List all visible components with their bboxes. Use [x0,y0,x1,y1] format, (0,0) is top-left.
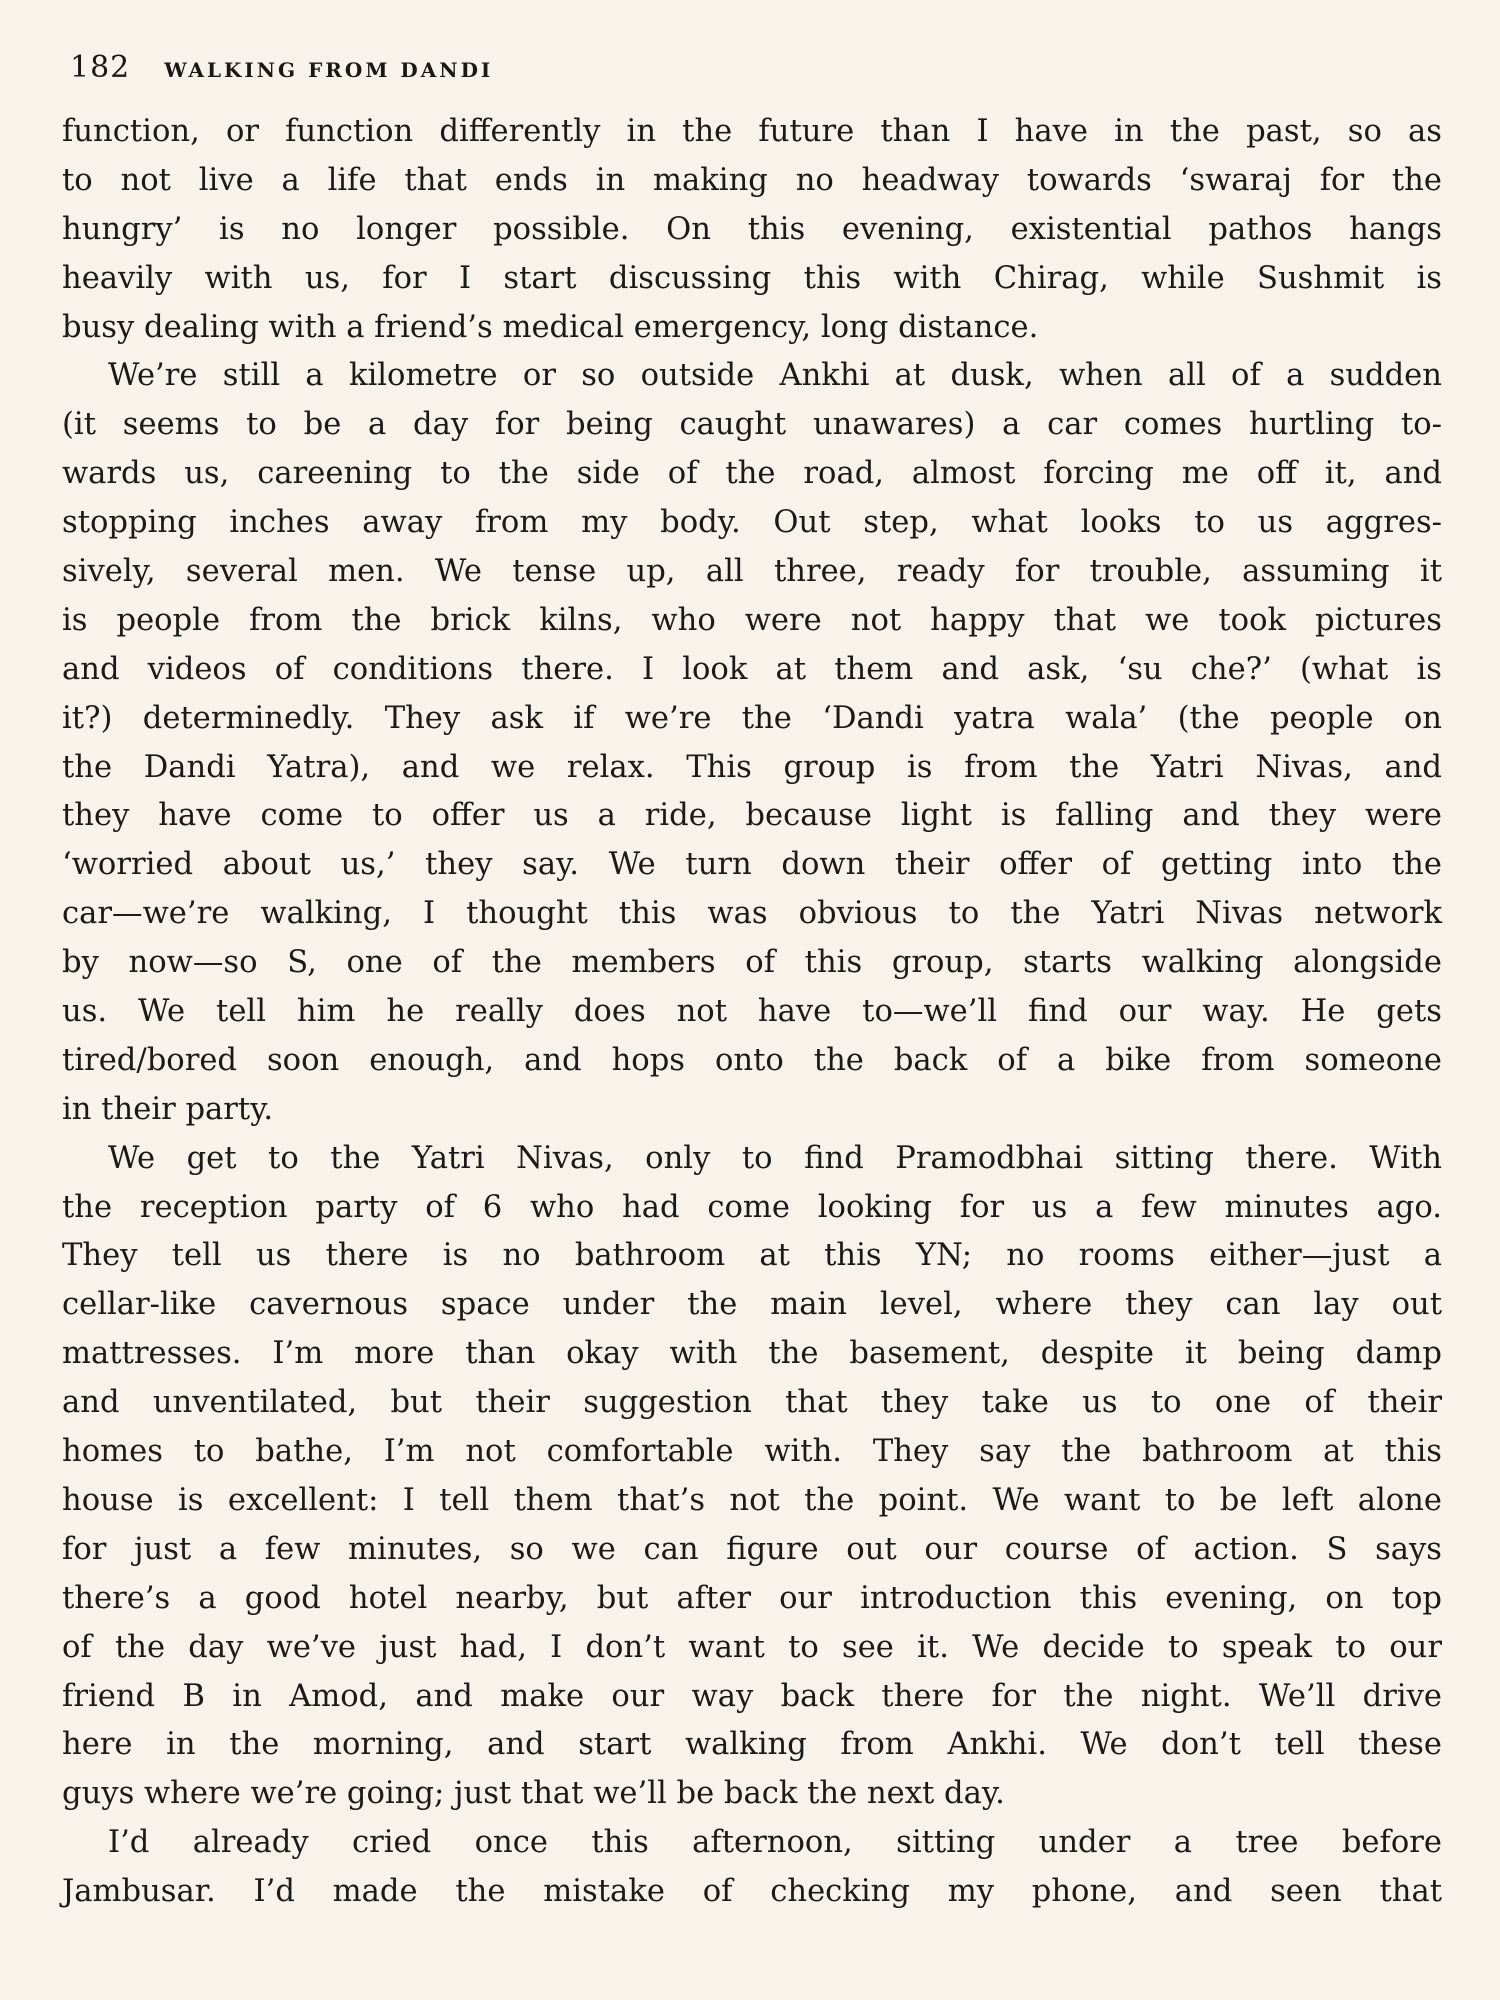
text-line: hungry’ is no longer possible. On this evening, existential pathos hangs [62,211,1442,247]
page-number: 182 [70,50,131,85]
text-line: Jambusar. I’d made the mistake of checking my phone, and seen that [62,1874,1442,1910]
body-text [62,108,1442,1917]
text-line: here in the morning, and start walking from Ankhi. We don’t tell these [62,1727,1442,1763]
text-line: tired/bored soon enough, and hops onto the back of a bike from someone [62,1042,1442,1078]
text-line: is people from the brick kilns, who were not happy that we took pictures [62,602,1442,638]
text-line: the reception party of 6 who had come looking for us a few minutes ago. [62,1189,1442,1225]
text-line: We get to the Yatri Nivas, only to find Pramodbhai sitting there. With [108,1140,1442,1176]
text-line: (it seems to be a day for being caught unawares) a car comes hurtling to- [62,407,1442,443]
text-line: us. We tell him he really does not have to—we’ll find our way. He gets [62,994,1442,1030]
text-line: We’re still a kilometre or so outside Ankhi at dusk, when all of a sudden [108,358,1442,394]
text-line: and videos of conditions there. I look at them and ask, ‘su che?’ (what is [62,651,1442,687]
text-line: of the day we’ve just had, I don’t want to see it. We decide to speak to our [62,1629,1442,1665]
text-line: cellar-like cavernous space under the main level, where they can lay out [62,1287,1442,1323]
text-line: busy dealing with a friend’s medical emergency, long distance. [62,309,1039,345]
text-line: for just a few minutes, so we can figure out our course of action. S says [62,1531,1442,1567]
text-line: sively, several men. We tense up, all three, ready for trouble, assuming it [62,554,1442,590]
text-line: house is excellent: I tell them that’s not the point. We want to be left alone [62,1482,1442,1518]
text-line: ‘worried about us,’ they say. We turn down their offer of getting into the [62,847,1442,883]
text-line: and unventilated, but their suggestion that they take us to one of their [62,1385,1442,1421]
running-title: WALKING FROM DANDI [164,58,494,82]
text-line: to not live a life that ends in making no headway towards ‘swaraj for the [62,162,1442,198]
running-head [70,50,493,90]
text-line: heavily with us, for I start discussing this with Chirag, while Sushmit is [62,260,1442,296]
text-line: there’s a good hotel nearby, but after our introduction this evening, on top [62,1580,1442,1616]
text-line: homes to bathe, I’m not comfortable with. They say the bathroom at this [62,1434,1442,1470]
text-line: they have come to offer us a ride, because light is falling and they were [62,798,1442,834]
text-line: guys where we’re going; just that we’ll be back the next day. [62,1776,1005,1812]
text-line: mattresses. I’m more than okay with the basement, despite it being damp [62,1336,1442,1372]
text-line: I’d already cried once this afternoon, sitting under a tree before [108,1825,1442,1861]
text-line: function, or function differently in the future than I have in the past, so as [62,114,1442,149]
text-line: wards us, careening to the side of the road, almost forcing me off it, and [62,456,1442,492]
text-line: in their party. [62,1091,274,1127]
text-line: friend B in Amod, and make our way back there for the night. We’ll drive [62,1678,1442,1714]
text-line: car—we’re walking, I thought this was obvious to the Yatri Nivas network [62,896,1442,932]
text-line: by now—so S, one of the members of this group, starts walking alongside [62,945,1442,981]
text-line: it?) determinedly. They ask if we’re the ‘Dandi yatra wala’ (the people on [62,700,1442,736]
text-line: They tell us there is no bathroom at this YN; no rooms either—just a [62,1238,1442,1274]
text-line: the Dandi Yatra), and we relax. This group is from the Yatri Nivas, and [62,749,1442,785]
text-line: stopping inches away from my body. Out step, what looks to us aggres- [62,505,1442,541]
